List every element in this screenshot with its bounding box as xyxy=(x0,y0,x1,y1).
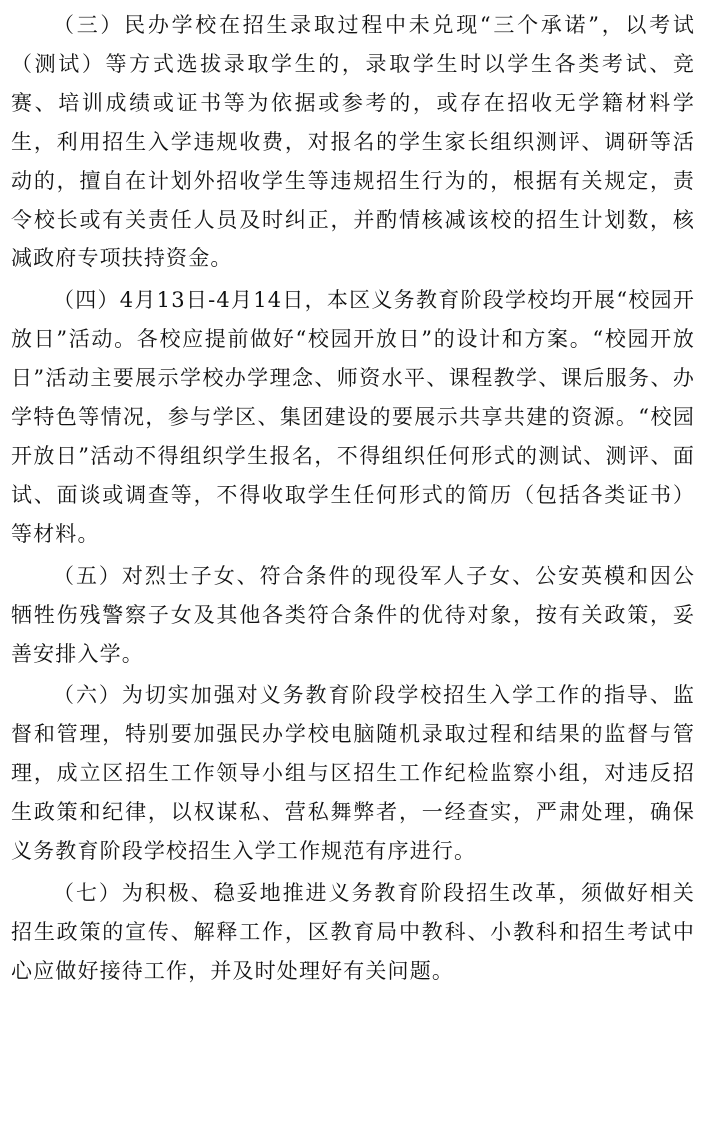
paragraph-7-policy-publicity: （七）为积极、稳妥地推进义务教育阶段招生改革，须做好相关招生政策的宣传、解释工作，区教育局中教科、小教科和招生考试中心应做好接待工作，并及时处理好有关问题。 xyxy=(11,880,695,983)
paragraph-5-preferential-admission: （五）对烈士子女、符合条件的现役军人子女、公安英模和因公牺牲伤残警察子女及其他各类符合条件的优待对象，按有关政策，妥善安排入学。 xyxy=(11,563,695,666)
paragraph-6-supervision: （六）为切实加强对义务教育阶段学校招生入学工作的指导、监督和管理，特别要加强民办学校电脑随机录取过程和结果的监督与管理，成立区招生工作领导小组与区招生工作纪检监察小组，对违反招生政策和纪律，以权谋私、营私舞弊者，一经查实，严肃处理，确保义务教育阶段学校招生入学工作规范有序进行。 xyxy=(11,683,695,864)
paragraph-4-campus-open-day: （四）4月13日-4月14日，本区义务教育阶段学校均开展“校园开放日”活动。各校应提前做好“校园开放日”的设计和方案。“校园开放日”活动主要展示学校办学理念、师资水平、课程教学、课后服务、办学特色等情况，参与学区、集团建设的要展示共享共建的资源。“校园开放日”活动不得组织学生报名，不得组织任何形式的测试、测评、面试、面谈或调查等，不得收取学生任何形式的简历（包括各类证书）等材料。 xyxy=(11,288,695,546)
paragraph-3-admission-violations: （三）民办学校在招生录取过程中未兑现“三个承诺”，以考试（测试）等方式选拔录取学生的，录取学生时以学生各类考试、竞赛、培训成绩或证书等为依据或参考的，或存在招收无学籍材料学生，利用招生入学违规收费，对报名的学生家长组织测评、调研等活动的，擅自在计划外招收学生等违规招生行为的，根据有关规定，责令校长或有关责任人员及时纠正，并酌情核减该校的招生计划数，核减政府专项扶持资金。 xyxy=(11,13,695,271)
